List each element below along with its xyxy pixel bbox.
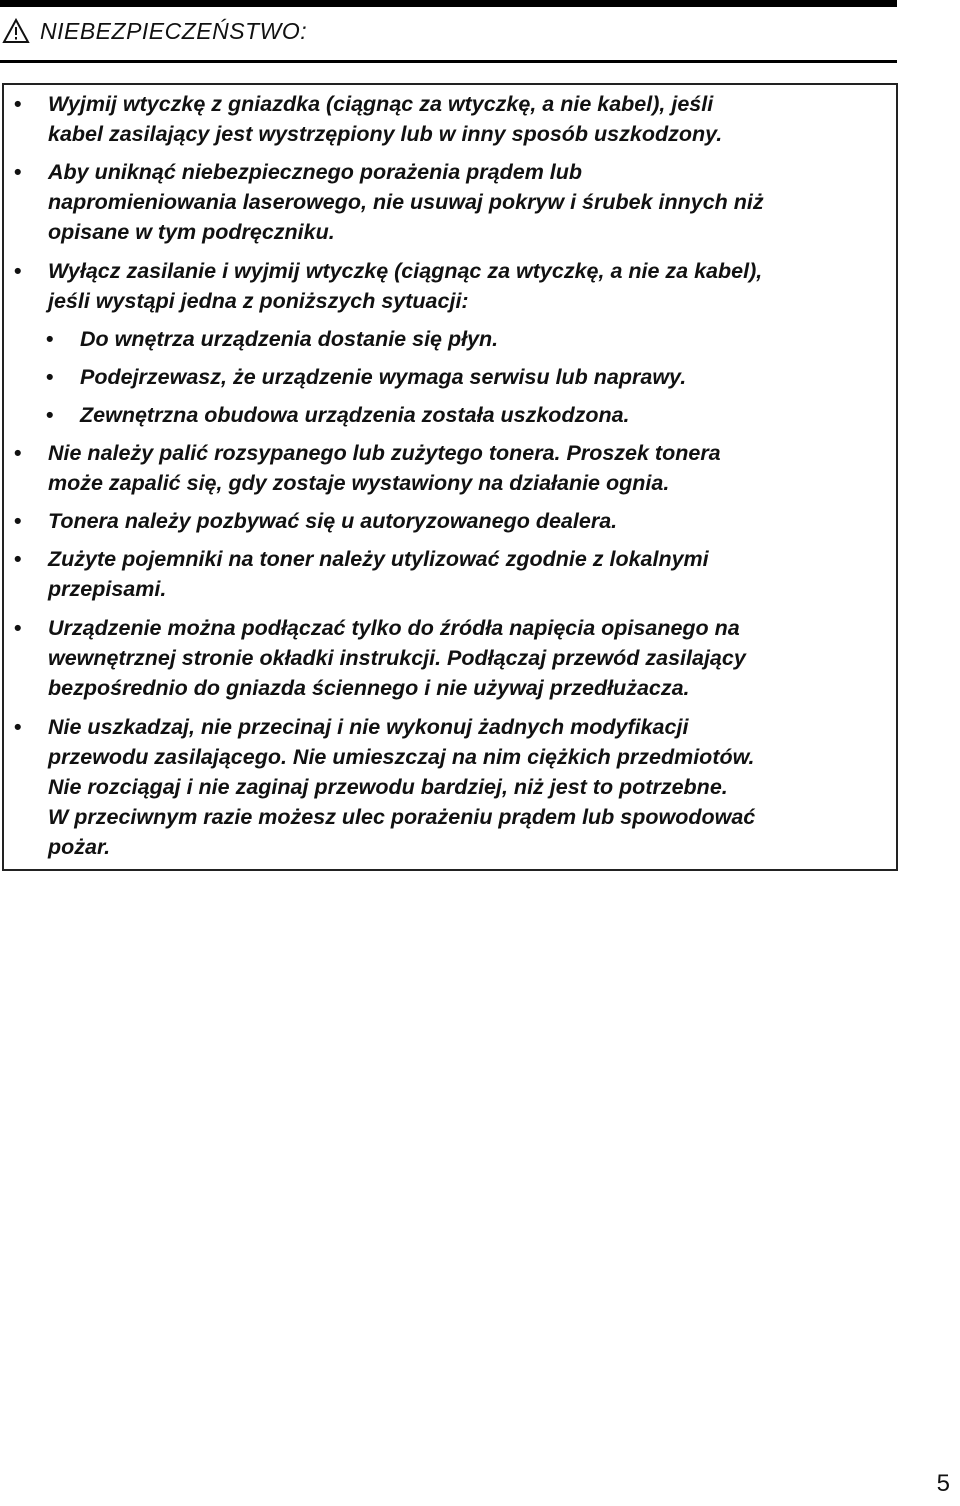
warning-text-line: • Nie należy palić rozsypanego lub zużytego tonera. Proszek tonera <box>48 441 721 465</box>
warning-text-line: • Tonera należy pozbywać się u autoryzowanego dealera. <box>48 509 618 533</box>
warning-text-line: opisane w tym podręczniku. <box>48 220 335 244</box>
warning-text-line: • Nie uszkadzaj, nie przecinaj i nie wykonuj żadnych modyfikacji <box>48 715 689 739</box>
warning-text-line: przepisami. <box>48 577 167 601</box>
warning-text-line: kabel zasilający jest wystrzępiony lub w inny sposób uszkodzony. <box>48 122 723 146</box>
warning-subitem: • Do wnętrza urządzenia dostanie się płyn. <box>4 324 896 354</box>
warning-item <box>4 157 896 247</box>
warning-item <box>4 544 896 604</box>
warning-panel <box>2 83 898 871</box>
warning-item <box>4 613 896 703</box>
warning-text-line: przewodu zasilającego. Nie umieszczaj na nim ciężkich przedmiotów. <box>48 745 755 769</box>
warning-text-line: • Zużyte pojemniki na toner należy utylizować zgodnie z lokalnymi <box>48 547 709 571</box>
section-header <box>0 14 307 48</box>
warning-subitem: • Podejrzewasz, że urządzenie wymaga serwisu lub naprawy. <box>4 362 896 392</box>
warning-text-line: pożar. <box>48 835 111 859</box>
warning-text-line: wewnętrznej stronie okładki instrukcji. Podłączaj przewód zasilający <box>48 646 746 670</box>
warning-triangle-icon <box>2 18 30 44</box>
warning-text-line: jeśli wystąpi jedna z poniższych sytuacji: <box>48 289 469 313</box>
warning-text-line: bezpośrednio do gniazda ściennego i nie używaj przedłużacza. <box>48 676 690 700</box>
warning-item <box>4 256 896 316</box>
warning-text-line: • Urządzenie można podłączać tylko do źródła napięcia opisanego na <box>48 616 740 640</box>
warning-item <box>4 506 896 536</box>
warning-item <box>4 438 896 498</box>
header-underline <box>0 60 897 63</box>
warning-list <box>4 85 896 862</box>
warning-text-line: • Aby uniknąć niebezpiecznego porażenia prądem lub <box>48 160 583 184</box>
warning-text-line: W przeciwnym razie możesz ulec porażeniu prądem lub spowodować <box>48 805 756 829</box>
top-rule <box>0 0 897 7</box>
section-title: NIEBEZPIECZEŃSTWO: <box>40 17 308 44</box>
warning-text-line: • Wyjmij wtyczkę z gniazdka (ciągnąc za wtyczkę, a nie kabel), jeśli <box>48 92 714 116</box>
warning-subitem: • Zewnętrzna obudowa urządzenia została uszkodzona. <box>4 400 896 430</box>
warning-item <box>4 712 896 862</box>
warning-text-line: może zapalić się, gdy zostaje wystawiony na działanie ognia. <box>48 471 670 495</box>
warning-text-line: • Wyłącz zasilanie i wyjmij wtyczkę (ciągnąc za wtyczkę, a nie za kabel), <box>48 259 763 283</box>
warning-item <box>4 89 896 149</box>
page-number: 5 <box>936 1470 950 1497</box>
warning-text-line: Nie rozciągaj i nie zaginaj przewodu bardziej, niż jest to potrzebne. <box>48 775 728 799</box>
warning-text-line: napromieniowania laserowego, nie usuwaj pokryw i śrubek innych niż <box>48 190 764 214</box>
